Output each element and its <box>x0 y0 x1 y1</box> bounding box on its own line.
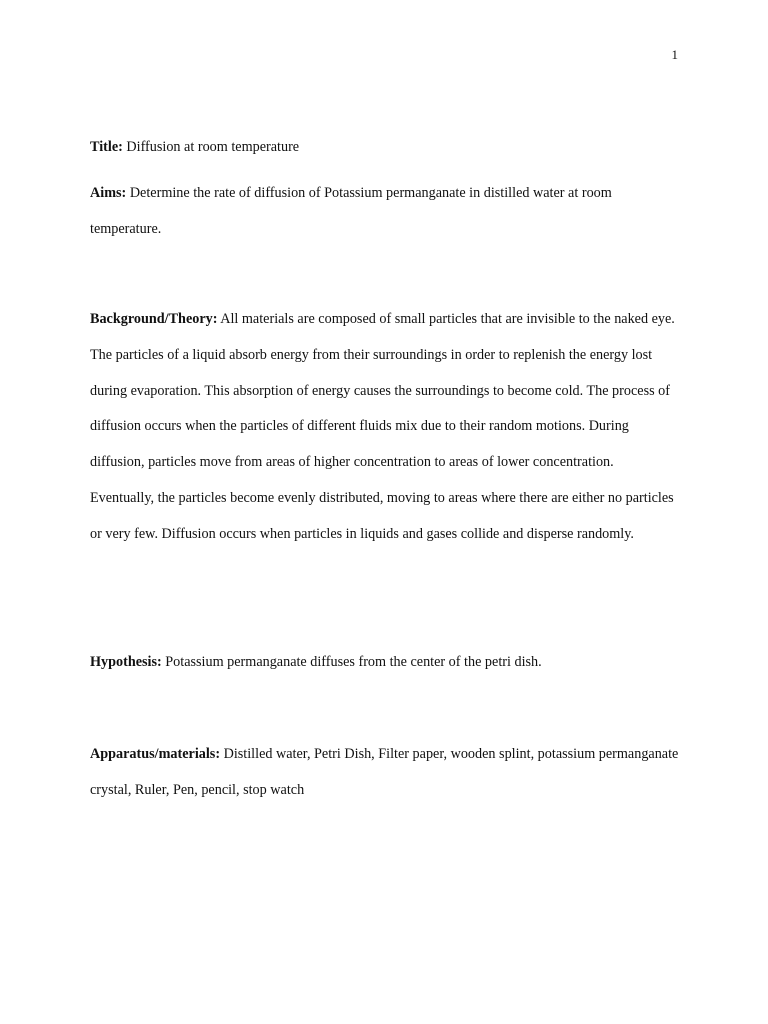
background-text: All materials are composed of small particles that are invisible to the naked eye. The particles of a liquid absorb energy from their surroundings in order to replenish the energy lost during evaporation. This absorption of energy causes the surroundings to become cold. The process of diffusion occurs when the particles of different fluids mix due to their random motions. During diffusion, particles move from areas of higher concentration to areas of lower concentration. Eventually, the particles become evenly distributed, moving to areas where there are either no particles or very few. Diffusion occurs when particles in liquids and gases collide and disperse randomly. <box>90 311 675 542</box>
apparatus-paragraph <box>90 737 680 809</box>
background-label: Background/Theory: <box>90 311 218 327</box>
hypothesis-text: Potassium permanganate diffuses from the center of the petri dish. <box>161 654 542 670</box>
hypothesis-label: Hypothesis: <box>90 654 162 670</box>
title-label: Title: <box>90 139 123 155</box>
apparatus-text: Distilled water, Petri Dish, Filter paper, wooden splint, potassium permanganate crystal, Ruler, Pen, pencil, stop watch <box>90 746 679 798</box>
title-paragraph <box>90 130 680 166</box>
background-paragraph <box>90 302 680 553</box>
apparatus-label: Apparatus/materials: <box>90 746 221 762</box>
hypothesis-paragraph <box>90 645 680 681</box>
aims-label: Aims: <box>90 185 127 201</box>
title-text: Diffusion at room temperature <box>122 139 300 155</box>
aims-text: Determine the rate of diffusion of Potassium permanganate in distilled water at room temperature. <box>90 185 612 237</box>
page-number: 1 <box>671 47 678 62</box>
aims-paragraph <box>90 176 680 248</box>
